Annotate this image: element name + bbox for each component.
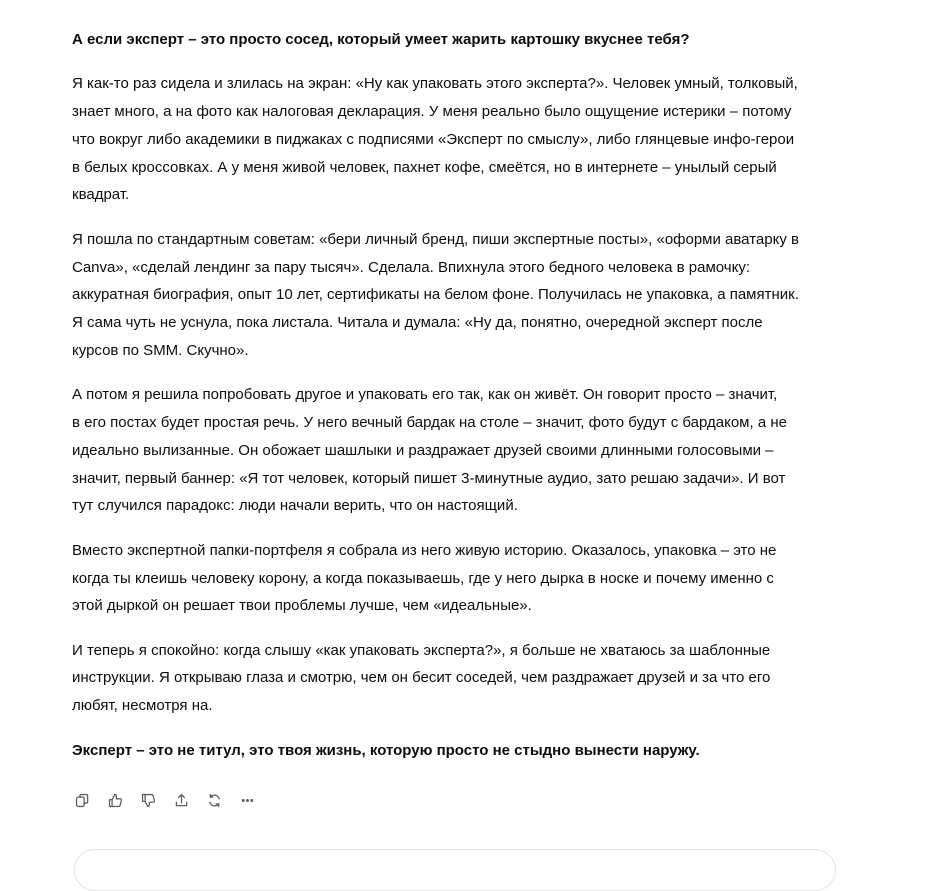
paragraph-line: тут случился парадокс: люди начали верить, что он настоящий. xyxy=(72,497,518,515)
paragraph-line: значит, первый баннер: «Я тот человек, который пишет 3-минутные аудио, зато решаю задачи». И вот xyxy=(72,469,786,487)
paragraph-line: когда ты клеишь человеку корону, а когда показываешь, где у него дырка в носке и почему именно с xyxy=(72,569,774,587)
copy-icon xyxy=(74,792,91,809)
more-button[interactable] xyxy=(237,790,257,810)
paragraph-line: в его постах будет простая речь. У него вечный бардак на столе – значит, фото будут с бардаком, а не xyxy=(72,414,787,432)
thumbs-down-icon xyxy=(140,792,157,809)
message-paragraph xyxy=(72,70,872,209)
paragraph-line: И теперь я спокойно: когда слышу «как упаковать эксперта?», я больше не хватаюсь за шаблонные xyxy=(72,641,771,659)
more-icon xyxy=(239,792,256,809)
message-paragraph xyxy=(72,637,872,720)
paragraph-line: этой дыркой он решает твои проблемы лучше, чем «идеальные». xyxy=(72,597,532,615)
thumbs-up-button[interactable] xyxy=(105,790,125,810)
paragraph-line: Canva», «сделай лендинг за пару тысяч». Сделала. Впихнула этого бедного человека в рамочку: xyxy=(72,258,750,276)
thumbs-down-button[interactable] xyxy=(138,790,158,810)
paragraph-line: А потом я решила попробовать другое и упаковать его так, как он живёт. Он говорит просто – значит, xyxy=(72,386,778,404)
paragraph-line: в белых кроссовках. А у меня живой человек, пахнет кофе, смеётся, но в интернете – унылый серый xyxy=(72,158,777,176)
paragraph-line: Вместо экспертной папки-портфеля я собрала из него живую историю. Оказалось, упаковка – это не xyxy=(72,541,777,559)
paragraph-line: что вокруг либо академики в пиджаках с подписями «Эксперт по смыслу», либо глянцевые инфо-герои xyxy=(72,130,795,148)
message-paragraph xyxy=(72,226,872,365)
message-actions xyxy=(72,790,257,810)
message-heading: А если эксперт – это просто сосед, который умеет жарить картошку вкуснее тебя? xyxy=(72,31,690,48)
message-paragraph xyxy=(72,537,872,620)
regenerate-button[interactable] xyxy=(204,790,224,810)
paragraph-line: аккуратная биография, опыт 10 лет, сертификаты на белом фоне. Получилась не упаковка, а памятник. xyxy=(72,286,799,304)
regenerate-icon xyxy=(206,792,223,809)
paragraph-line: знает много, а на фото как налоговая декларация. У меня реально было ощущение истерики – потому xyxy=(72,103,792,121)
paragraph-line: курсов по SMM. Скучно». xyxy=(72,341,249,359)
share-button[interactable] xyxy=(171,790,191,810)
thumbs-up-icon xyxy=(107,792,124,809)
paragraph-line: Я пошла по стандартным советам: «бери личный бренд, пиши экспертные посты», «оформи аватарку в xyxy=(72,230,799,248)
message-closing: Эксперт – это не титул, это твоя жизнь, которую просто не стыдно вынести наружу. xyxy=(72,741,700,759)
paragraph-line: квадрат. xyxy=(72,186,130,204)
paragraph-line: любят, несмотря на. xyxy=(72,697,213,715)
assistant-message xyxy=(72,26,872,781)
paragraph-line: идеально вылизанные. Он обожает шашлыки и раздражает друзей своими длинными голосовыми – xyxy=(72,441,774,459)
message-composer[interactable] xyxy=(74,849,836,891)
copy-button[interactable] xyxy=(72,790,92,810)
paragraph-line: Я как-то раз сидела и злилась на экран: «Ну как упаковать этого эксперта?». Человек умный, толковый, xyxy=(72,75,798,93)
share-icon xyxy=(173,792,190,809)
paragraph-line: инструкции. Я открываю глаза и смотрю, чем он бесит соседей, чем раздражает друзей и за что его xyxy=(72,669,771,687)
paragraph-line: Я сама чуть не уснула, пока листала. Читала и думала: «Ну да, понятно, очередной эксперт после xyxy=(72,314,763,332)
message-paragraph xyxy=(72,381,872,520)
